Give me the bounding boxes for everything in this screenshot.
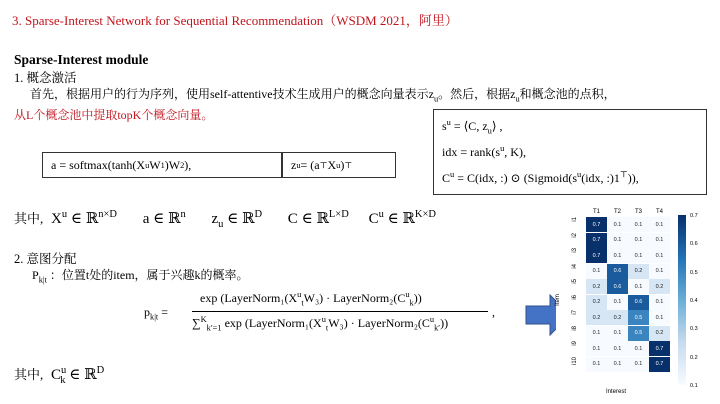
heatmap-row-label: i2 — [572, 232, 578, 238]
heatmap-column-label: T4 — [655, 209, 663, 215]
def-zu: $z_u$ ∈ ℝ$^D$ — [211, 209, 263, 230]
heatmap-cell: 0.2 — [649, 279, 670, 294]
heatmap-cell: 0.2 — [586, 310, 607, 325]
heatmap-column-label: T2 — [613, 209, 621, 215]
heatmap-cell: 0.1 — [628, 341, 649, 356]
where-ck-line: 其中, $C^u_k$ ∈ ℝ$^D$ — [14, 365, 105, 386]
colorbar-tick-label: 0.3 — [690, 326, 698, 333]
heatmap-cell: 0.1 — [607, 248, 628, 263]
heatmap-cell: 0.1 — [649, 264, 670, 279]
heatmap-cell: 0.1 — [628, 279, 649, 294]
formula-lhs: $p_{k|t}$ = — [144, 305, 168, 322]
heatmap-cell: 0.6 — [607, 264, 628, 279]
colorbar-tick-label: 0.5 — [690, 269, 698, 276]
def-a: a ∈ ℝ$^n$ — [142, 209, 186, 227]
heatmap-cell: 0.1 — [607, 217, 628, 232]
colorbar-tick-label: 0.4 — [690, 298, 698, 304]
heatmap-cell: 0.6 — [607, 279, 628, 294]
heatmap-cell: 0.1 — [586, 341, 607, 356]
fraction-bar — [192, 311, 488, 312]
equation-s-line: $s^u$ = ⟨C, $z_u⟩$ , — [442, 118, 503, 136]
heatmap-cell: 0.2 — [607, 310, 628, 325]
heatmap-row-label: i10 — [572, 356, 578, 365]
equation-topk-box — [433, 109, 707, 195]
equation-attention-box: a = softmax(tanh(X u W 1 )W 2 ), — [42, 152, 282, 178]
heatmap-cell: 0.1 — [607, 233, 628, 248]
section-2-heading: 2. 意图分配 — [14, 252, 77, 266]
heatmap-cell: 0.1 — [649, 217, 670, 232]
formula-denominator: ∑$^K_{k'=1}$ $\exp (LayerNorm_1(X^u_tW_3)$ · $LayerNorm_2(C^u_{k'})$) — [192, 315, 449, 333]
colorbar-tick-label: 0.7 — [690, 213, 698, 219]
heatmap-row-label: i4 — [572, 263, 578, 269]
heatmap-row-label: i5 — [572, 279, 578, 284]
heatmap-cell: 0.1 — [586, 264, 607, 279]
heatmap-row-label: i6 — [572, 294, 578, 300]
heatmap-cell: 0.7 — [649, 341, 670, 356]
heatmap-cell: 0.1 — [649, 233, 670, 248]
heatmap-cell: 0.1 — [628, 233, 649, 248]
heatmap-cell: 0.2 — [628, 264, 649, 279]
heatmap-row-label: i9 — [572, 341, 578, 346]
heatmap-cell: 0.1 — [607, 326, 628, 341]
heatmap-cell: 0.2 — [586, 295, 607, 310]
formula-numerator: $\exp (LayerNorm_1(X^u_tW_3)$ · $LayerNorm_2(C^u_k)$) — [200, 290, 422, 308]
colorbar-tick-label: 0.1 — [690, 383, 698, 389]
heatmap-cell: 0.1 — [649, 295, 670, 310]
equation-idx-line: idx = $rank(s^u$, K), — [442, 144, 526, 160]
colorbar-tick-label: 0.6 — [690, 241, 698, 248]
heatmap-cell: 0.5 — [628, 310, 649, 325]
where-definitions-line: 其中, $X^u$ ∈ ℝ$^{n\times D}$ a ∈ ℝ$^n$ $z_u$ ∈ ℝ$^D$ C ∈ ℝ$^{L\times D}$ $C^u$ ∈ ℝ$^{K\times D}$ — [14, 209, 436, 230]
section-1-paragraph: 首先，根据用户的行为序列，使用self-attentive技术生成用户的概念向量表示$z_u$。然后，根据$z_u$和概念池的点积， 从L个概念池中提取topK个概念向量。 — [14, 87, 616, 123]
heatmap-cell: 0.7 — [586, 248, 607, 263]
heatmap-row-label: i7 — [572, 310, 578, 315]
heatmap-cell: 0.1 — [607, 357, 628, 372]
heatmap-cell: 0.1 — [586, 326, 607, 341]
heatmap-xlabel: Interest — [606, 389, 627, 395]
heatmap-row-label: i3 — [572, 248, 578, 253]
heatmap-column-label: T3 — [634, 209, 642, 215]
heatmap-cell: 0.2 — [649, 326, 670, 341]
heatmap-cell: 0.7 — [649, 357, 670, 372]
slide-title: 3. Sparse-Interest Network for Sequential Recommendation（WSDM 2021，阿里） — [12, 13, 458, 28]
heatmap-cell: 0.7 — [586, 233, 607, 248]
heatmap-cell: 0.6 — [628, 295, 649, 310]
module-heading: Sparse-Interest module — [14, 52, 149, 67]
def-cu: $C^u$ ∈ ℝ$^{K\times D}$ — [368, 209, 436, 227]
heatmap-cell: 0.1 — [649, 310, 670, 325]
heatmap-cell: 0.5 — [628, 326, 649, 341]
def-c: C ∈ ℝ$^{L\times D}$ — [287, 209, 349, 227]
def-ck: $C^u_k$ ∈ ℝ$^D$ — [51, 365, 105, 386]
heatmap-cell: 0.1 — [628, 357, 649, 372]
heatmap-cell: 0.1 — [586, 357, 607, 372]
equation-z-box: z u = (a ⊤ X u ) ⊤ — [282, 152, 396, 178]
section-1-heading: 1. 概念激活 — [14, 71, 77, 85]
colorbar-tick-label: 0.2 — [690, 354, 698, 361]
heatmap-column-label: T1 — [592, 209, 600, 215]
heatmap-row-label: i8 — [572, 325, 578, 331]
pk-description: $P_{k|t}$ ：位置t处的item，属于兴趣k的概率。 — [32, 268, 249, 285]
heatmap-cell: 0.1 — [649, 248, 670, 263]
heatmap-cell: 0.1 — [607, 341, 628, 356]
def-xu: $X^u$ ∈ ℝ$^{n\times D}$ — [51, 209, 117, 227]
heatmap-cell: 0.1 — [628, 248, 649, 263]
interest-heatmap — [556, 205, 718, 401]
heatmap-cell: 0.1 — [628, 217, 649, 232]
probability-formula: $p_{k|t}$ = $\exp (LayerNorm_1(X^u_tW_3)$ · $LayerNorm_2(C^u_k)$) ∑$^K_{k'=1}$ $\exp (LayerNorm_1(X^u_tW_3)$ · $LayerNorm_2(C^u_{k'})$) , — [144, 290, 495, 333]
heatmap-ylabel: Item — [554, 294, 561, 306]
heatmap-row-label: i1 — [572, 217, 578, 222]
equation-cu-line: $C^u = C(idx$, :) ⊙ ($Sigmoid(s^u(idx$, :)1⊤)), — [442, 169, 639, 185]
heatmap-cell: 0.2 — [586, 279, 607, 294]
highlight-text: 从L个概念池中提取topK个概念向量。 — [14, 108, 214, 123]
heatmap-cell: 0.7 — [586, 217, 607, 232]
heatmap-colorbar — [678, 215, 686, 385]
heatmap-cell: 0.1 — [607, 295, 628, 310]
